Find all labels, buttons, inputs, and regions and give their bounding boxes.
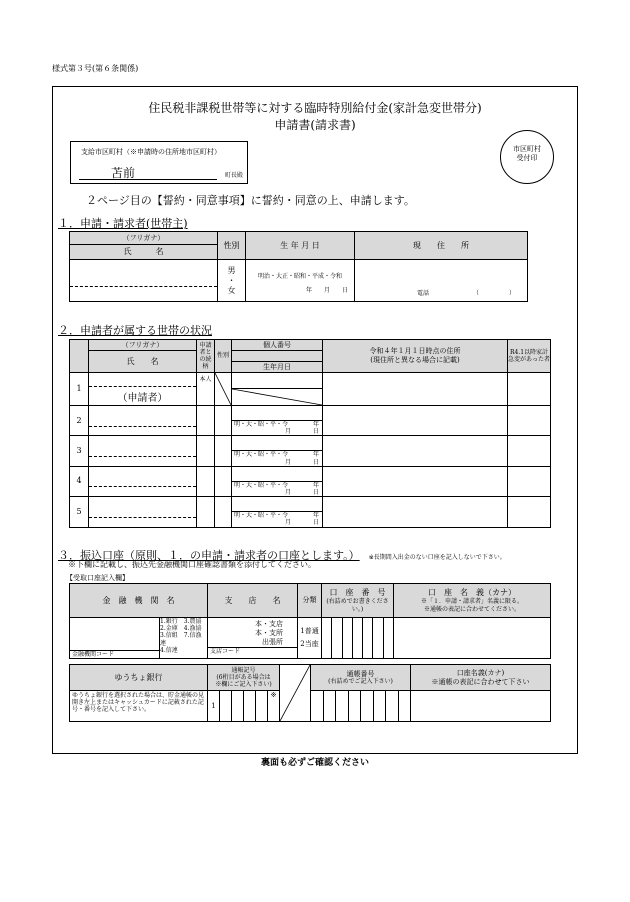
form-number: 様式第３号(第６条関係) [52, 64, 139, 73]
section3-note: ※下欄に記載し、振込先金融機関口座確認書類を添付してください。 [68, 560, 316, 569]
s3-type-header: 分類 [298, 584, 322, 618]
s2-row-r41[interactable] [508, 406, 551, 436]
s3-branch-type1: 本・支店 [255, 620, 283, 628]
s3-branch-cell[interactable] [208, 618, 298, 659]
s2-era: 明・大・昭・平・令 [234, 481, 289, 489]
form-subtitle: 申請書(請求書) [274, 118, 356, 132]
s2-row-mynumber[interactable] [232, 406, 323, 421]
s2-year: 年 [312, 421, 319, 428]
yucho-number-header [311, 665, 411, 691]
s2-month: 月 [284, 488, 291, 496]
s2-era: 明・大・昭・平・令 [234, 421, 289, 428]
stamp-line1: 市区町村 [513, 145, 541, 153]
s1-address-header: 現 住 所 [355, 232, 528, 260]
s2-month: 月 [284, 519, 291, 527]
s3-holder-note2: ※通帳の表記に合わせてください。 [423, 605, 520, 613]
s2-row1-birth-strike [232, 389, 322, 405]
s1-sex-dot: ・ [227, 275, 236, 285]
s2-row-birth[interactable] [232, 421, 323, 436]
applicant-table [69, 231, 528, 302]
s2-row-number: 3 [70, 436, 89, 466]
s2-name-header: 氏 名 [89, 351, 197, 373]
municipality-label: 支給市区町村（※申請時の住所地市区町村） [81, 148, 221, 156]
s2-row-relation[interactable] [197, 436, 215, 466]
s1-phone-parens: （ ） [473, 289, 516, 297]
s2-address-header-line2: (現住所と異なる場合に記載) [370, 356, 460, 364]
s1-name-cell[interactable] [70, 260, 218, 302]
form-title: 住民税非課税世帯等に対する臨時特別給付金(家計急変世帯分) [148, 101, 482, 115]
s3-type-opt1: 1普通 [300, 627, 319, 636]
s2-sex-header: 性別 [215, 340, 232, 373]
s2-row-number: 5 [70, 497, 89, 527]
s3-holder-header [394, 584, 551, 618]
s2-address-header [323, 340, 508, 373]
s3-branch-code: 支店コード [208, 647, 297, 655]
s2-row-mynumber[interactable] [232, 436, 323, 451]
yucho-holder-cell[interactable] [411, 691, 551, 722]
footer-notice: 裏面も必ずご確認ください [260, 758, 369, 768]
s3-holder-note1: ※「１．申請・請求者」名義に限る。 [420, 598, 523, 606]
s3-branch-type2: 本・支所 [255, 628, 283, 637]
s2-row-sex[interactable] [215, 497, 232, 527]
s2-row-relation[interactable] [197, 466, 215, 496]
s1-era-options: 明治・大正・昭和・平成・令和 [257, 272, 342, 280]
s2-row1-r41[interactable] [508, 373, 551, 406]
s1-name-header: 氏 名 [70, 245, 218, 260]
s2-row-mynumber[interactable] [232, 497, 323, 512]
s2-row-number: 2 [70, 406, 89, 436]
household-table [69, 339, 551, 528]
yucho-divider [280, 665, 311, 722]
s2-row-address[interactable] [323, 497, 508, 527]
s1-furigana-header: （フリガナ） [70, 232, 218, 245]
section2-heading: ２．申請者が属する世帯の状況 [58, 324, 212, 337]
yucho-first-digit: 1 [211, 701, 216, 710]
s2-year: 年 [312, 451, 319, 459]
s3-bank-code: 金融機関コード [70, 650, 159, 658]
yucho-sign-label: 通帳記号 [231, 666, 256, 674]
yucho-number-label: 通帳番号 [346, 669, 375, 678]
s1-sex-header: 性別 [218, 232, 246, 260]
s2-row1-sex[interactable] [215, 373, 232, 406]
yucho-divider-slash [280, 665, 310, 721]
s2-row1-sex-strike [215, 373, 231, 405]
municipality-name[interactable]: 苫前 [111, 166, 136, 180]
s2-row-mynumber[interactable] [232, 466, 323, 481]
s1-sex-male: 男 [227, 265, 236, 275]
s2-row-birth[interactable] [232, 451, 323, 466]
s3-account-note: (右詰めでお書きください。) [326, 598, 389, 613]
yucho-mark: ※ [267, 691, 279, 721]
s2-row1-applicant-label: （申請者） [117, 392, 168, 404]
s1-birth-cell[interactable] [246, 260, 355, 302]
s2-day: 日 [312, 458, 319, 466]
yucho-number-note: (右詰めでご記入下さい) [328, 678, 393, 686]
s2-row-sex[interactable] [215, 466, 232, 496]
yucho-holder-note: ※通帳の表記に合わせて下さい [431, 677, 530, 686]
s2-row-r41[interactable] [508, 436, 551, 466]
yucho-sign-note1: (6桁目がある場合は [216, 673, 271, 681]
s2-day: 日 [312, 488, 319, 496]
consent-text: ２ページ目の【誓約・同意事項】に誓約・同意の上、申請します。 [86, 194, 415, 207]
s3-type-opt2: 2当座 [300, 640, 319, 648]
s3-branch-type3: 出張所 [262, 637, 283, 646]
s3-bank-type1: 1.銀行 3.農協 [160, 618, 202, 625]
s3-bank-header: 金 融 機 関 名 [70, 584, 208, 618]
yucho-sign-note2: ※欄にご記入下さい) [215, 681, 272, 689]
s3-bank-name-cell[interactable] [70, 618, 160, 659]
s2-day: 日 [312, 519, 319, 527]
municipality-suffix: 町長殿 [224, 172, 243, 179]
yucho-desc: ゆうちょ銀行を選択された場合は、貯金通帳の見開き左上またはキャッシュカードに記載された記号・番号を記入して下さい。 [70, 691, 208, 722]
s2-row-relation[interactable] [197, 497, 215, 527]
s1-birth-header: 生 年 月 日 [246, 232, 355, 260]
s1-sex-female: 女 [227, 285, 236, 295]
s2-row-address[interactable] [323, 436, 508, 466]
s2-row-relation[interactable] [197, 406, 215, 436]
s3-bank-type-cell[interactable] [160, 618, 208, 659]
s2-year: 年 [312, 481, 319, 489]
s2-day: 日 [312, 428, 319, 436]
s3-branch-header: 支 店 名 [208, 584, 298, 618]
yucho-sign-cell[interactable] [208, 691, 280, 722]
s1-date-units: 年 月 日 [305, 287, 348, 294]
s3-holder-cell[interactable] [394, 618, 551, 659]
s3-bank-type4: 4.信連 [160, 646, 178, 654]
s3-bank-type3: 3.信組 7.信漁連 [160, 632, 202, 647]
s2-row1-mynumber[interactable] [232, 373, 323, 389]
s2-month: 月 [284, 428, 291, 436]
s1-phone-label: 電話 [417, 289, 430, 297]
s2-mynumber-grid-header [232, 351, 323, 362]
s2-row1-relation: 本人 [197, 373, 215, 406]
s2-row-r41[interactable] [508, 466, 551, 496]
s2-row-name[interactable] [89, 497, 197, 527]
s2-r41-header: R4.1以降家計急変があった者 [508, 340, 551, 373]
yucho-number-cell[interactable] [311, 691, 411, 722]
yucho-table [69, 664, 551, 722]
s2-row1-name[interactable] [89, 373, 197, 406]
s2-relation-header: 申請者との続柄 [197, 340, 215, 373]
s2-year: 年 [312, 512, 319, 520]
s3-account-title: 口 座 番 号 [329, 588, 386, 598]
municipality-box [70, 141, 248, 184]
s2-row1-address[interactable] [323, 373, 508, 406]
stamp-line2: 受付印 [516, 153, 538, 162]
s2-row-birth[interactable] [232, 512, 323, 527]
s2-address-header-line1: 令和４年１月１日時点の住所 [369, 347, 461, 356]
s2-row-address[interactable] [323, 466, 508, 496]
s2-era: 明・大・昭・平・令 [234, 451, 289, 459]
s2-row-name[interactable] [89, 466, 197, 496]
reception-stamp [500, 130, 554, 184]
s3-bank-type2: 2.金庫 4.漁協 [160, 625, 202, 633]
s2-mynumber-header: 個人番号 [232, 340, 323, 351]
s2-row-birth[interactable] [232, 481, 323, 496]
s2-row-number: 4 [70, 466, 89, 496]
s3-type-cell[interactable] [298, 618, 322, 659]
bank-account-table [69, 583, 551, 659]
section3-heading-note: ※長期間入出金のない口座を記入しないで下さい。 [368, 554, 506, 561]
s3-holder-title: 口 座 名 義（カナ） [428, 588, 516, 598]
s2-row-name[interactable] [89, 436, 197, 466]
s2-row-sex[interactable] [215, 436, 232, 466]
s2-row-r41[interactable] [508, 497, 551, 527]
s2-furigana-header: （フリガナ） [89, 340, 197, 351]
section1-heading: １．申請・請求者(世帯主) [58, 217, 188, 230]
s1-sex-cell[interactable] [218, 260, 246, 302]
section3-subhead: 【受取口座記入欄】 [66, 574, 129, 582]
s2-no-header [70, 340, 89, 373]
s1-address-cell[interactable] [355, 260, 528, 302]
s2-row-name[interactable] [89, 406, 197, 436]
s3-account-header [322, 584, 394, 618]
s2-row-sex[interactable] [215, 406, 232, 436]
s3-account-number-cell[interactable] [322, 618, 394, 659]
yucho-sign-header [208, 665, 280, 691]
s2-month: 月 [284, 458, 291, 466]
s2-birth-header: 生年月日 [232, 362, 323, 373]
section3-heading: ３．振込口座（原則、１．の申請・請求者の口座とします。） [58, 549, 360, 562]
yucho-holder-header [411, 665, 551, 691]
s2-row1-birth [232, 389, 323, 406]
s2-row-number: 1 [70, 373, 89, 406]
s2-era: 明・大・昭・平・令 [234, 512, 289, 520]
s2-row-address[interactable] [323, 406, 508, 436]
yucho-header: ゆうちょ銀行 [70, 665, 208, 691]
yucho-holder-label: 口座名義(カナ) [456, 668, 505, 677]
